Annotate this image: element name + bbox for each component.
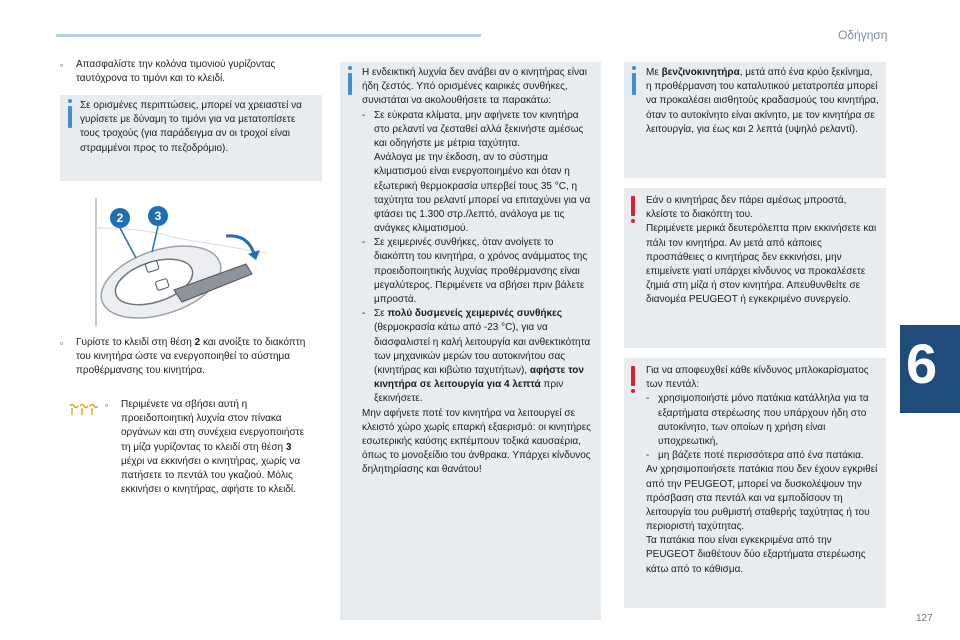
bullet-square-icon: ▫ bbox=[60, 60, 64, 70]
callout-2-label: 2 bbox=[116, 211, 124, 225]
emphasis-text: βενζινοκινητήρα bbox=[661, 67, 740, 78]
list-item: - χρησιμοποιήστε μόνο πατάκια κατάλληλα για τα εξαρτήματα στερέωσης που υπάρχουν ήδη στο αυτοκίνητο, των οποίων η χρήση είναι υποχρεωτική, bbox=[646, 393, 869, 447]
list-item-text: Σε χειμερινές συνθήκες, όταν ανοίγετε το διακόπτη του κινητήρα, ο χρόνος ανάμματος της προειδοποιητικής λυχνίας προθέρμανσης είναι μεγαλύτερος. Περιμένετε να σβήσει πριν βάλετε μπροστά. bbox=[374, 237, 588, 305]
conditions-outro: Μην αφήνετε ποτέ τον κινητήρα να λειτουργεί σε κλειστό χώρο χωρίς επαρκή εξαερισμό: οι κινητήρες εσωτερικής καύσης εκπέμπουν τοξικά καυσαέρια, όπως το μονοξείδιο του άνθρακα. Υπάρχει κίνδυνος δηλητηρίασης και θανάτου! bbox=[362, 407, 591, 476]
position-2: 2 bbox=[194, 337, 201, 348]
list-item: - μη βάζετε ποτέ περισσότερα από ένα πατάκια. bbox=[646, 450, 864, 462]
preheat-glowplug-icon bbox=[68, 402, 98, 416]
warning-icon bbox=[631, 366, 635, 386]
list-item: - Σε χειμερινές συνθήκες, όταν ανοίγετε το διακόπτη του κινητήρα, ο χρόνος ανάμματος της προειδοποιητικής λυχνίας προθέρμανσης είναι μεγαλύτερος. Περιμένετε να σβήσει πριν βάλετε μπροστά. bbox=[362, 236, 596, 307]
warning-text-cont: Περιμένετε μερικά δευτερόλεπτα πριν εκκινήσετε και πάλι τον κινητήρα. Αν μετά από κάποιες προσπάθειες ο κινητήρας δεν εκκινήσει, μην επιμείνετε γιατί υπάρχει κίνδυνος να προκαλέσετε ζημιά στη μίζα ή στον κινητήρα. Απευθυνθείτε σε διανομέα PEUGEOT ή εγκεκριμένο συνεργείο. bbox=[646, 223, 877, 306]
warning-text: Αν χρησιμοποιήσετε πατάκια που δεν έχουν εγκριθεί από την PEUGEOT, μπορεί να δυσκολέψουν την πρόσβαση στα πεντάλ και να εμποδίσουν τη λειτουργία του ρυθμιστή σταθερής ταχύτητας ή του περιοριστή ταχύτητας. bbox=[646, 464, 878, 533]
info-box-petrol: Με βενζινοκινητήρα, μετά από ένα κρύο ξεκίνημα, η προθέρμανση του καταλυτικού μετατροπέα μπορεί να προκαλέσει αισθητούς κραδασμούς του κινητήρα, όταν το αυτοκίνητο είναι ακίνητο, με τον κινητήρα σε λειτουργία, για έως και 2 λεπτά (υψηλό ρελαντί). bbox=[624, 62, 886, 178]
bullet-square-icon: ▫ bbox=[60, 338, 64, 348]
emphasis-text: πολύ δυσμενείς χειμερινές συνθήκες bbox=[387, 308, 562, 320]
list-item-text-cont: Ανάλογα με την έκδοση, αν το σύστημα κλιματισμού είναι ενεργοποιημένο και όταν η εξωτερική θερμοκρασία υπερβεί τους 35 °C, η ταχύτητα του ρελαντί μπορεί να επιταχύνει για να φτάσει τις 1.300 στρ./λεπτό, ανάλογα με τις ανάγκες κλιματισμού. bbox=[374, 152, 591, 235]
info-text: Σε ορισμένες περιπτώσεις, μπορεί να χρειαστεί να γυρίσετε με δύναμη το τιμόνι για να μετατοπίσετε τους τροχούς (για παράδειγμα αν οι τροχοί είναι στραμμένοι προς το πεζοδρόμιο). bbox=[80, 100, 302, 154]
header-rule bbox=[56, 34, 481, 37]
warning-icon bbox=[631, 196, 635, 216]
info-box-steering bbox=[60, 95, 322, 181]
list-item: - Σε εύκρατα κλίματα, μην αφήνετε τον κινητήρα στο ρελαντί να ζεσταθεί αλλά ξεκινήστε αμέσως και οδηγήστε με μέτρια ταχύτητα. Ανάλογα με την έκδοση, αν το σύστημα κλιματισμού είναι ενεργοποιημένο και όταν η εξωτερική θερμοκρασία υπερβεί τους 35 °C, η ταχύτητα του ρελαντί μπορεί να επιταχύνει για να φτάσει τις 1.300 στρ./λεπτό, ανάλογα με τις ανάγκες κλιματισμού. bbox=[362, 109, 591, 235]
info-icon bbox=[348, 73, 352, 95]
warning-box-mats bbox=[624, 358, 886, 608]
step-text: Γυρίστε το κλειδί στη θέση bbox=[76, 337, 195, 348]
step-start-engine bbox=[105, 398, 315, 497]
callout-3-label: 3 bbox=[154, 209, 162, 223]
step-text-cont: μέχρι να εκκινήσει ο κινητήρας, χωρίς να πατήσετε το πεντάλ του γκαζιού. Μόλις εκκινήσει ο κινητήρας, αφήστε το κλειδί. bbox=[121, 455, 301, 496]
chapter-number: 6 bbox=[906, 332, 938, 395]
info-box-conditions bbox=[340, 62, 601, 620]
section-title: Οδήγηση bbox=[838, 28, 888, 42]
warning-box-start bbox=[624, 188, 886, 348]
step-text-cont: και ανοίξτε το διακόπτη του κινητήρα ώστε να ενεργοποιηθεί το σύστημα προθέρμανσης του κινητήρα. bbox=[76, 337, 306, 377]
step-turn-key-2 bbox=[60, 336, 322, 379]
list-item: - Σε πολύ δυσμενείς χειμερινές συνθήκες (θερμοκρασία κάτω από -23 °C), για να διασφαλιστεί η καλή λειτουργία και ανθεκτικότητα των μηχανικών μερών του αυτοκινήτου σας (κινητήρας και κιβώτιο ταχυτήτων), αφήστε τον κινητήρα σε λειτουργία για 4 λεπτά πριν ξεκινήσετε. bbox=[362, 308, 591, 405]
key-ignition-illustration bbox=[86, 198, 276, 326]
info-icon bbox=[632, 73, 636, 95]
page-number: 127 bbox=[916, 613, 933, 624]
step-text: Περιμένετε να σβήσει αυτή η προειδοποιητική λυχνία στον πίνακα οργάνων και στη συνέχεια ενεργοποιήστε τη μίζα γυρίζοντας το κλειδί στη θέση bbox=[121, 399, 305, 453]
emphasis-text: αφήστε τον κινητήρα σε λειτουργία για 4 λεπτά bbox=[374, 364, 584, 391]
list-item-text: Σε εύκρατα κλίματα, μην αφήνετε τον κινητήρα στο ρελαντί να ζεσταθεί αλλά ξεκινήστε αμέσως και οδηγήστε με μέτρια ταχύτητα. bbox=[374, 109, 584, 149]
warning-intro: Για να αποφευχθεί κάθε κίνδυνος μπλοκαρίσματος των πεντάλ: bbox=[646, 365, 869, 391]
bullet-square-icon: ▫ bbox=[105, 400, 109, 410]
position-3: 3 bbox=[285, 441, 292, 453]
step-unlock-steering bbox=[60, 58, 322, 86]
warning-text: Εάν ο κινητήρας δεν πάρει αμέσως μπροστά, κλείστε το διακόπτη του. bbox=[646, 195, 847, 221]
conditions-intro: Η ενδεικτική λυχνία δεν ανάβει αν ο κινητήρας είναι ήδη ζεστός. Υπό ορισμένες καιρικές συνθήκες, συνιστάται να ακολουθήσετε τα παρακάτω: bbox=[362, 67, 587, 107]
step-text: Απασφαλίστε την κολόνα τιμονιού γυρίζοντας ταυτόχρονα το τιμόνι και το κλειδί. bbox=[76, 59, 276, 85]
info-icon bbox=[68, 106, 72, 128]
warning-text-cont: Τα πατάκια που είναι εγκεκριμένα από την PEUGEOT διαθέτουν δύο εξαρτήματα στερέωσης κάτω από το κάθισμα. bbox=[646, 535, 866, 575]
